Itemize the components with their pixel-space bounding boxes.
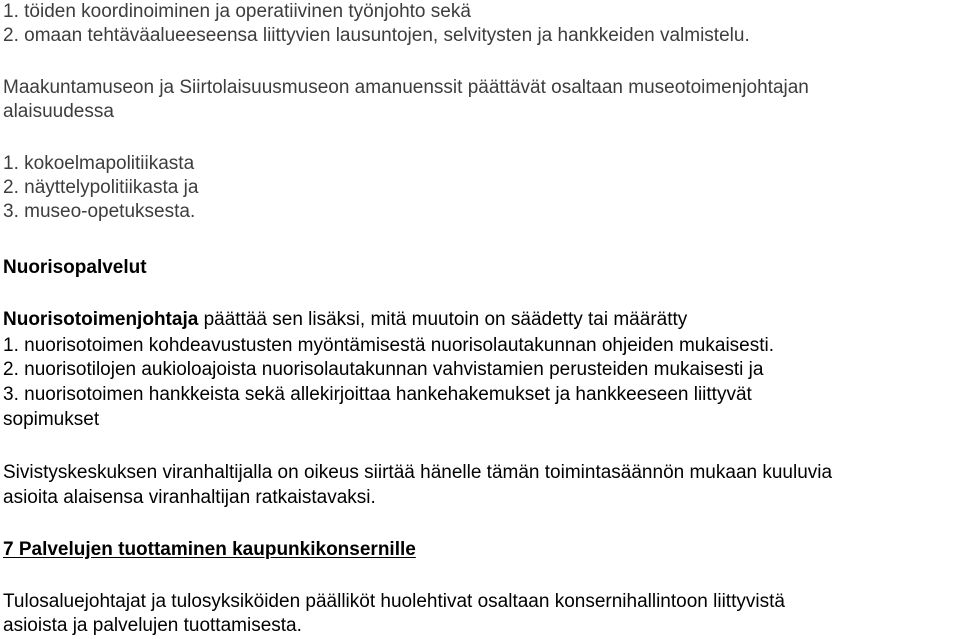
paragraph-line: asioita alaisensa viranhaltijan ratkaistavaksi. [3,487,376,508]
section-heading: Nuorisopalvelut [3,257,147,278]
paragraph-text: päättää sen lisäksi, mitä muutoin on säädetty tai määrätty [198,309,688,330]
paragraph-line: alaisuudessa [3,101,114,122]
section-heading: 7 Palvelujen tuottaminen kaupunkikonsernille [3,539,416,560]
list-item: 2. näyttelypolitiikasta ja [3,177,199,198]
paragraph-line: asioista ja palvelujen tuottamisesta. [3,615,302,636]
list-item: 1. kokoelmapolitiikasta [3,153,195,174]
bold-term: Nuorisotoimenjohtaja [3,309,199,330]
paragraph-line [3,308,687,332]
paragraph-line: Sivistyskeskuksen viranhaltijalla on oikeus siirtää hänelle tämän toimintasäännön mukaan kuuluvia [3,462,833,483]
list-item: 1. nuorisotoimen kohdeavustusten myöntämisestä nuorisolautakunnan ohjeiden mukaisesti. [3,335,775,356]
list-item: 2. nuorisotilojen aukioloajoista nuorisolautakunnan vahvistamien perusteiden mukaisesti ja [3,359,764,380]
list-item: 2. omaan tehtäväalueeseensa liittyvien lausuntojen, selvitysten ja hankkeiden valmistelu. [3,25,750,46]
list-item: 1. töiden koordinoiminen ja operatiivinen työnjohto sekä [3,1,471,22]
list-item: sopimukset [3,409,100,430]
paragraph-line: Tulosaluejohtajat ja tulosyksiköiden päälliköt huolehtivat osaltaan konsernihallintoon liittyvistä [3,591,785,612]
list-item: 3. museo-opetuksesta. [3,201,196,222]
list-item: 3. nuorisotoimen hankkeista sekä allekirjoittaa hankehakemukset ja hankkeeseen liittyvät [3,384,752,405]
paragraph-line: Maakuntamuseon ja Siirtolaisuusmuseon amanuenssit päättävät osaltaan museotoimenjohtajan [3,77,809,98]
